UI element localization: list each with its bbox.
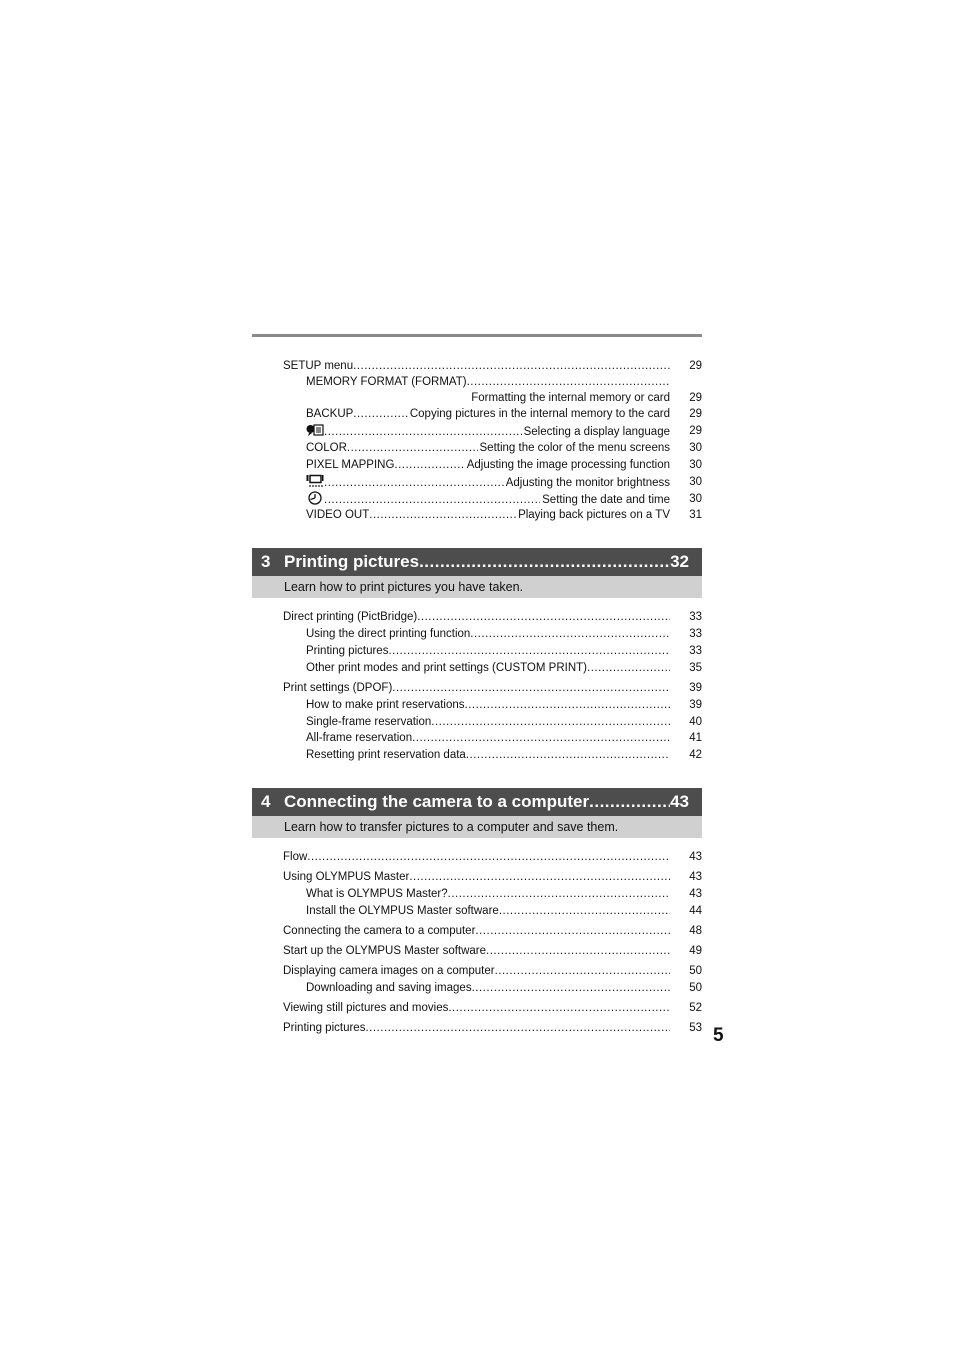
toc-entry-date-time[interactable] (306, 491, 702, 507)
toc-page-number: 29 (689, 392, 702, 404)
chapter-number: 3 (261, 552, 271, 571)
toc-entry[interactable] (283, 1000, 702, 1016)
toc-entry-text: Install the OLYMPUS Master software (306, 905, 499, 917)
toc-page-number: 30 (689, 459, 702, 471)
toc-entry-description: Copying pictures in the internal memory to the card (409, 408, 670, 420)
toc-entry-description: Selecting a display language (523, 426, 670, 438)
toc-entry-text: How to make print reservations (306, 699, 465, 711)
toc-entry[interactable] (306, 714, 702, 730)
toc-entry-text: Printing pictures (306, 645, 389, 657)
toc-page-number: 52 (689, 1002, 702, 1014)
toc-page-number: 33 (689, 628, 702, 640)
toc-entry-text: Viewing still pictures and movies (283, 1002, 449, 1014)
toc-entry[interactable] (306, 660, 702, 676)
toc-entry-text: Single-frame reservation (306, 716, 432, 728)
toc-entry[interactable] (283, 1020, 702, 1036)
toc-entry-memory-format[interactable] (306, 374, 702, 390)
toc-page-number: 48 (689, 925, 702, 937)
toc-entry-text: VIDEO OUT (306, 509, 370, 521)
toc-entry[interactable] (306, 626, 702, 642)
toc-page-number: 29 (689, 360, 702, 372)
toc-page-number: 49 (689, 945, 702, 957)
toc-entry-text: Direct printing (PictBridge) (283, 611, 418, 623)
toc-entry-description: Adjusting the monitor brightness (505, 477, 670, 489)
chapter-3-subtitle (252, 576, 702, 598)
toc-entry[interactable] (283, 849, 702, 865)
toc-entry[interactable] (283, 609, 702, 625)
toc-entry-description: Setting the color of the menu screens (479, 442, 670, 454)
chapter-page-number: 43 (670, 792, 689, 811)
chapter-subtitle-text: Learn how to print pictures you have taken. (284, 580, 524, 594)
toc-page-number: 29 (689, 425, 702, 437)
toc-page-number: 39 (689, 699, 702, 711)
toc-page-number: 40 (689, 716, 702, 728)
toc-page-number: 35 (689, 662, 702, 674)
toc-entry-color[interactable] (306, 440, 702, 456)
toc-entry-language[interactable] (306, 423, 702, 439)
toc-entry-video-out[interactable] (306, 507, 702, 523)
top-rule (252, 334, 702, 337)
toc-entry-text: MEMORY FORMAT (FORMAT) (306, 376, 467, 388)
chapter-4-heading[interactable] (252, 788, 702, 816)
toc-entry-text: COLOR (306, 442, 347, 454)
monitor-brightness-icon (306, 474, 324, 491)
toc-page-number: 30 (689, 493, 702, 505)
toc-page-number: 30 (689, 442, 702, 454)
toc-entry-description: Setting the date and time (542, 494, 670, 506)
toc-page-number: 29 (689, 408, 702, 420)
toc-entry[interactable] (283, 943, 702, 959)
toc-page-number: 41 (689, 732, 702, 744)
toc-entry-text: Using OLYMPUS Master (283, 871, 410, 883)
toc-page-number: 43 (689, 851, 702, 863)
toc-entry-text: Using the direct printing function (306, 628, 471, 640)
toc-page-number: 43 (689, 888, 702, 900)
toc-entry-text: Print settings (DPOF) (283, 682, 393, 694)
toc-entry-text: SETUP menu (283, 360, 354, 372)
chapter-number: 4 (261, 792, 271, 811)
toc-entry[interactable] (306, 886, 702, 902)
chapter-3-heading[interactable] (252, 548, 702, 576)
toc-page-number: 43 (689, 871, 702, 883)
toc-entry-description: Playing back pictures on a TV (518, 509, 670, 521)
toc-entry[interactable] (306, 643, 702, 659)
toc-entry[interactable] (306, 903, 702, 919)
page-number: 5 (713, 1025, 724, 1046)
toc-entry-memory-format-desc[interactable] (306, 390, 702, 406)
toc-page-number: 31 (689, 509, 702, 521)
toc-entry[interactable] (283, 963, 702, 979)
chapter-4-subtitle (252, 816, 702, 838)
toc-entry-backup[interactable] (306, 406, 702, 422)
toc-page-number: 33 (689, 611, 702, 623)
toc-entry-text: Flow (283, 851, 308, 863)
toc-page-number: 30 (689, 476, 702, 488)
toc-page-number: 50 (689, 982, 702, 994)
toc-page-number: 33 (689, 645, 702, 657)
toc-entry-description: Formatting the internal memory or card (471, 392, 670, 404)
toc-entry[interactable] (283, 923, 702, 939)
toc-entry-text: Start up the OLYMPUS Master software (283, 945, 487, 957)
chapter-title: Connecting the camera to a computer (284, 792, 590, 811)
toc-page-number: 50 (689, 965, 702, 977)
chapter-title: Printing pictures (284, 552, 420, 571)
toc-entry-text: Other print modes and print settings (CUSTOM PRINT) (306, 662, 587, 674)
toc-entry[interactable] (306, 730, 702, 746)
toc-entry[interactable] (306, 980, 702, 996)
chapter-page-number: 32 (670, 552, 689, 571)
toc-entry-text: All-frame reservation (306, 732, 413, 744)
toc-entry-pixel-mapping[interactable] (306, 457, 702, 473)
toc-entry[interactable] (306, 747, 702, 763)
toc-entry-setup-menu[interactable] (283, 358, 702, 374)
toc-entry-text: Resetting print reservation data (306, 749, 466, 761)
toc-page-number: 44 (689, 905, 702, 917)
chapter-subtitle-text: Learn how to transfer pictures to a computer and save them. (284, 820, 619, 834)
toc-entry-text: Displaying camera images on a computer (283, 965, 495, 977)
toc-page-number: 42 (689, 749, 702, 761)
toc-page-number: 39 (689, 682, 702, 694)
toc-entry[interactable] (306, 697, 702, 713)
toc-page-number: 53 (689, 1022, 702, 1034)
toc-entry-text: Connecting the camera to a computer (283, 925, 476, 937)
toc-entry-text: Printing pictures (283, 1022, 366, 1034)
toc-entry-description: Adjusting the image processing function (466, 459, 670, 471)
toc-entry-text: BACKUP (306, 408, 354, 420)
toc-entry-monitor-brightness[interactable] (306, 474, 702, 490)
clock-icon (306, 491, 324, 508)
toc-entry-text: What is OLYMPUS Master? (306, 888, 448, 900)
toc-entry[interactable] (283, 869, 702, 885)
language-menu-icon (306, 423, 324, 440)
toc-entry[interactable] (283, 680, 702, 696)
toc-entry-text: Downloading and saving images (306, 982, 472, 994)
toc-entry-text: PIXEL MAPPING (306, 459, 395, 471)
